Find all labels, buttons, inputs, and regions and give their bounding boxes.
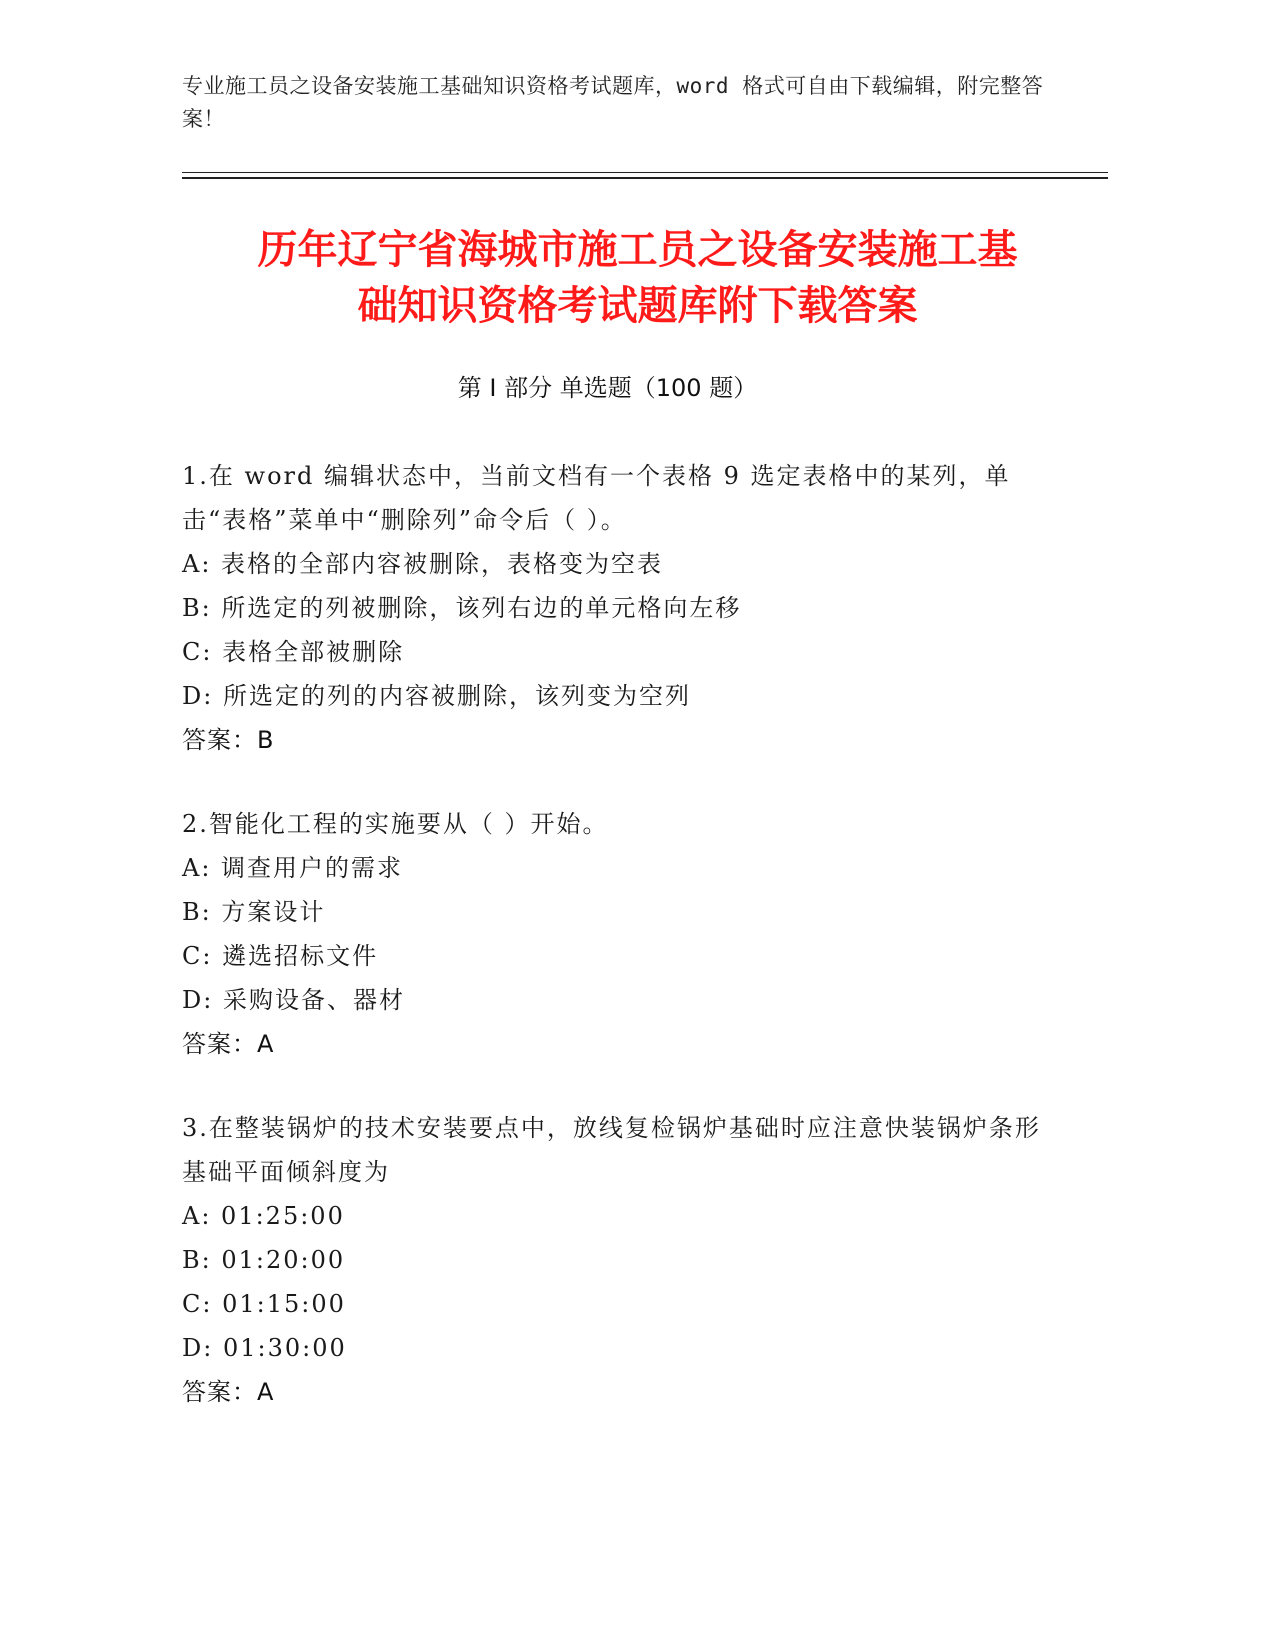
section-title: 第 I 部分 单选题（100 题） <box>457 374 758 402</box>
option-a: A: 调查用户的需求 <box>182 854 404 882</box>
option-c: C: 遴选招标文件 <box>182 942 379 970</box>
answer: 答案：A <box>182 1030 275 1058</box>
question-2 <box>182 802 1042 1066</box>
question-3 <box>182 1106 1042 1414</box>
option-d: D: 采购设备、器材 <box>182 986 405 1014</box>
title-line-1: 历年辽宁省海城市施工员之设备安装施工基 <box>257 227 1018 273</box>
question-1 <box>182 454 1042 762</box>
header-divider-thin <box>182 172 1108 173</box>
option-c: C: 表格全部被删除 <box>182 638 405 666</box>
option-b: B: 方案设计 <box>182 898 326 926</box>
document-title <box>150 222 1125 334</box>
option-b: B: 所选定的列被删除，该列右边的单元格向左移 <box>182 594 742 622</box>
header-divider-thick <box>182 177 1108 179</box>
option-c: C: 01:15:00 <box>182 1290 346 1318</box>
option-b: B: 01:20:00 <box>182 1246 346 1274</box>
question-stem: 2.智能化工程的实施要从（ ）开始。 <box>182 810 609 838</box>
option-d: D: 所选定的列的内容被删除，该列变为空列 <box>182 682 691 710</box>
title-line-2: 础知识资格考试题库附下载答案 <box>357 283 918 329</box>
answer: 答案：B <box>182 726 275 754</box>
option-d: D: 01:30:00 <box>182 1334 347 1362</box>
header-note: 专业施工员之设备安装施工基础知识资格考试题库，word 格式可自由下载编辑，附完整答案！ <box>182 74 1044 131</box>
answer: 答案：A <box>182 1378 275 1406</box>
question-stem: 3.在整装锅炉的技术安装要点中，放线复检锅炉基础时应注意快装锅炉条形基础平面倾斜度为 <box>182 1114 1041 1186</box>
option-a: A: 表格的全部内容被删除，表格变为空表 <box>182 550 664 578</box>
option-a: A: 01:25:00 <box>182 1202 345 1230</box>
question-stem: 1.在 word 编辑状态中，当前文档有一个表格 9 选定表格中的某列，单击“表格”菜单中“删除列”命令后（ ）。 <box>182 462 1011 534</box>
